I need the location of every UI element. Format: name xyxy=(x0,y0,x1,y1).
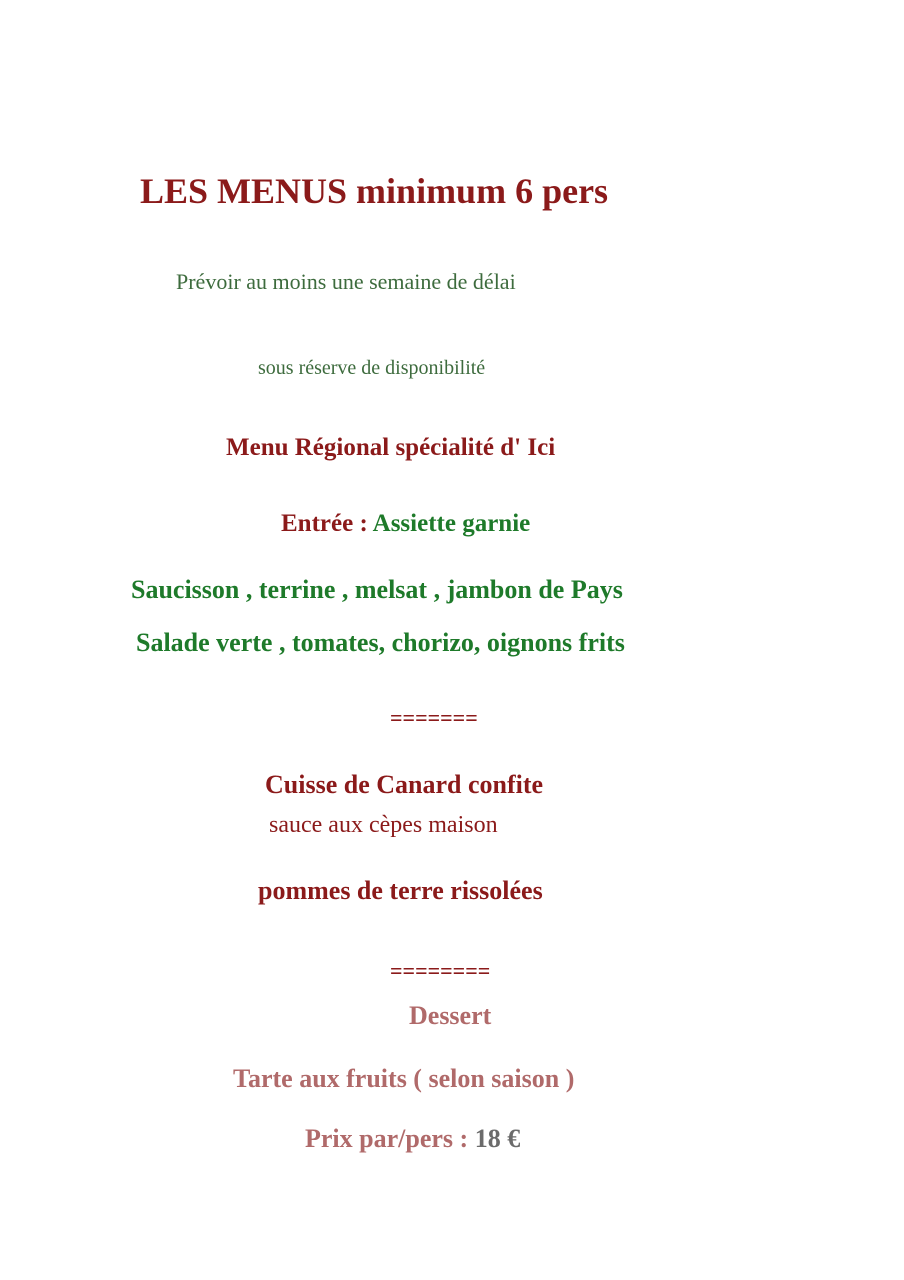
separator: ======= xyxy=(390,705,478,730)
dessert-heading: Dessert xyxy=(409,1001,492,1030)
delay-note: Prévoir au moins une semaine de délai xyxy=(176,269,516,294)
price-value: 18 € xyxy=(474,1124,521,1153)
price-label: Prix par/pers : xyxy=(305,1124,475,1153)
entree-line-1: Saucisson , terrine , melsat , jambon de Pays xyxy=(131,575,623,604)
price-row xyxy=(305,1126,520,1152)
menu-name: Menu Régional spécialité d' Ici xyxy=(226,434,556,461)
entree-label: Entrée : xyxy=(281,510,373,537)
entree-title: Assiette garnie xyxy=(372,510,531,537)
separator: ======== xyxy=(390,958,491,983)
page-title: LES MENUS minimum 6 pers xyxy=(140,171,609,211)
main-side: pommes de terre rissolées xyxy=(258,876,543,905)
entree-heading xyxy=(281,511,530,536)
main-dish: Cuisse de Canard confite xyxy=(265,770,544,799)
dessert-item: Tarte aux fruits ( selon saison ) xyxy=(233,1064,575,1093)
main-sauce: sauce aux cèpes maison xyxy=(269,812,498,838)
availability-note: sous réserve de disponibilité xyxy=(258,357,486,379)
entree-line-2: Salade verte , tomates, chorizo, oignons frits xyxy=(136,628,625,657)
